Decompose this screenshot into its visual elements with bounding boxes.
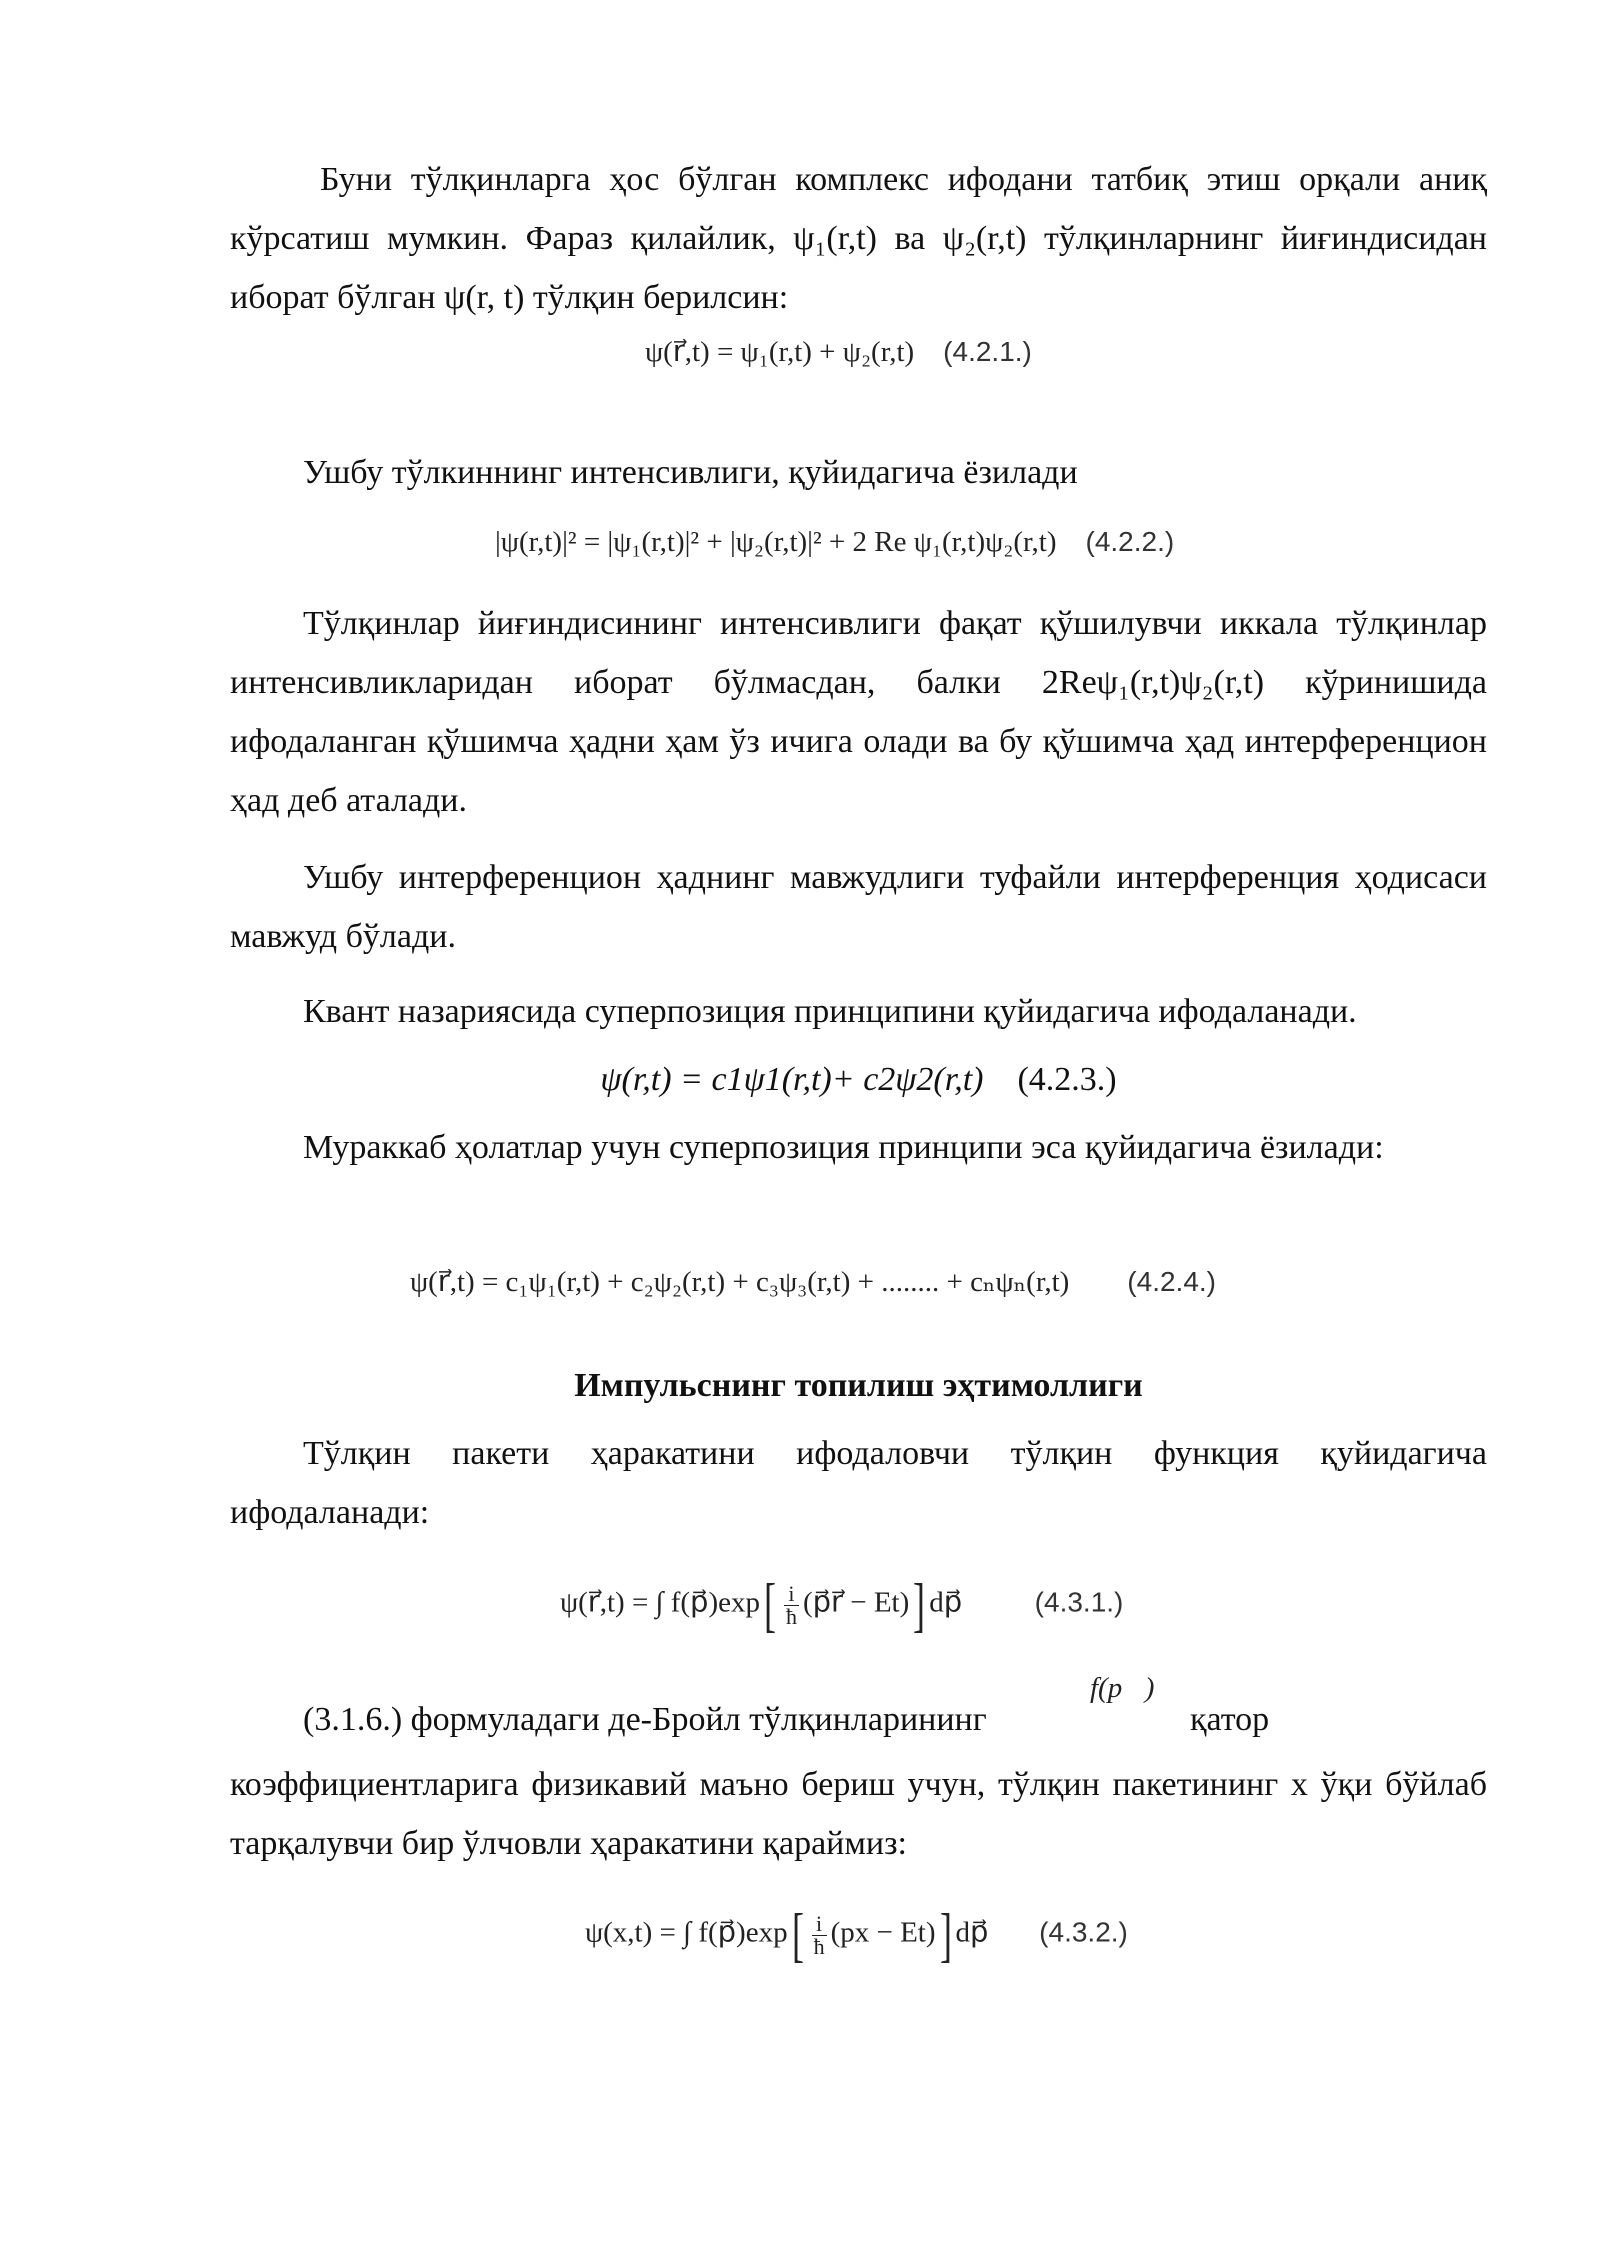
left-bracket-icon: [ [791, 1902, 804, 1968]
equation-4-2-2 [495, 522, 1174, 562]
paragraph-intensity: Ушбу тўлкиннинг интенсивлиги, қуйидагича ёзилади [303, 454, 1078, 491]
paragraph-superposition: Квант назариясида суперпозиция принципини қуйидагича ифодаланади. [303, 993, 1357, 1030]
inline-f-of-p [1090, 1668, 1154, 1708]
paragraph-interference-existence: Ушбу интерференцион ҳаднинг мавжудлиги туфайли интерференция ҳодисаси мавжуд бўлади. [230, 859, 1487, 955]
section-heading: Импульснинг топилиш эҳтимоллиги [574, 1367, 1143, 1404]
equation-4-2-1-body: ψ(r⃗,t) = ψ₁(r,t) + ψ₂(r,t) [645, 336, 915, 368]
equation-4-3-2 [585, 1902, 1128, 1968]
equation-4-2-2-number: (4.2.2.) [1085, 526, 1175, 557]
equation-4-3-2-rhs: dp⃗ [955, 1916, 989, 1949]
paragraph-de-broglie-word [1190, 1690, 1269, 1749]
fraction-denominator: ħ [785, 1603, 797, 1629]
equation-4-3-1-number: (4.3.1.) [1034, 1586, 1124, 1618]
paragraph-de-broglie-text: (3.1.6.) формуладаги де-Бройл тўлқинларининг [303, 1701, 987, 1738]
equation-4-2-4-number: (4.2.4.) [1127, 1266, 1216, 1297]
paragraph-de-broglie-qator: қатор [1190, 1701, 1270, 1738]
paragraph-intro: Буни тўлқинларга ҳос бўлган комплекс ифодани татбиқ этиш орқали аниқ кўрсатиш мумкин. Фараз қилайлик, ψ₁(r,t) ва ψ₂(r,t) тўлқинларнинг йиғиндисидан иборат бўлган ψ(r, t) тўлқин берилсин: [230, 161, 1487, 316]
inline-f-of-p-body: f(p⃗) [1090, 1672, 1155, 1704]
equation-4-2-2-body: |ψ(r,t)|² = |ψ₁(r,t)|² + |ψ₂(r,t)|² + 2 Re ψ₁(r,t)ψ₂(r,t) [495, 526, 1057, 558]
equation-4-3-2-lhs: ψ(x,t) = ∫ f(p⃗)exp [585, 1916, 788, 1949]
equation-4-2-1-number: (4.2.1.) [943, 336, 1032, 367]
paragraph-complex-states: Мураккаб ҳолатлар учун суперпозиция принципи эса қуйидагича ёзилади: [303, 1129, 1384, 1166]
equation-4-3-1-inner: (p⃗r⃗ − Et) [802, 1586, 910, 1619]
left-bracket-icon: [ [763, 1572, 776, 1638]
equation-4-2-4-body: ψ(r⃗,t) = c₁ψ₁(r,t) + c₂ψ₂(r,t) + c₃ψ₃(r,t) + ........ + cₙψₙ(r,t) [410, 1266, 1070, 1298]
equation-4-2-3-number: (4.2.3.) [1017, 1061, 1117, 1098]
equation-4-2-1 [645, 332, 1032, 372]
equation-4-2-3 [230, 1050, 1487, 1109]
fraction-numerator: i [812, 1913, 827, 1936]
paragraph-wave-packet: Тўлқин пакети ҳаракатини ифодаловчи тўлқин функция қуйидагича ифодаланади: [230, 1435, 1487, 1531]
paragraph-de-broglie-rest: коэффициентларига физикавий маъно бериш учун, тўлқин пакетининг x ўқи бўйлаб тарқалувчи бир ўлчовли ҳаракатини қараймиз: [230, 1766, 1487, 1862]
right-bracket-icon: ] [913, 1572, 926, 1638]
equation-4-3-2-inner: (px − Et) [830, 1916, 936, 1949]
fraction-numerator: i [784, 1583, 799, 1606]
equation-4-3-1 [560, 1572, 1124, 1638]
equation-4-2-3-body: ψ(r,t) = c1ψ1(r,t)+ c2ψ2(r,t) [600, 1061, 984, 1098]
paragraph-de-broglie-line1 [303, 1690, 987, 1749]
equation-4-3-1-lhs: ψ(r⃗,t) = ∫ f(p⃗)exp [560, 1586, 760, 1619]
right-bracket-icon: ] [939, 1902, 952, 1968]
equation-4-3-2-number: (4.3.2.) [1039, 1916, 1128, 1948]
fraction-i-over-hbar [784, 1580, 799, 1629]
fraction-i-over-hbar [812, 1910, 827, 1959]
fraction-denominator: ħ [813, 1933, 825, 1959]
equation-4-3-1-rhs: dp⃗ [929, 1586, 963, 1619]
paragraph-interference-term: Тўлқинлар йиғиндисининг интенсивлиги фақат қўшилувчи иккала тўлқинлар интенсивликларидан иборат бўлмасдан, балки 2Reψ₁(r,t)ψ₂(r,t) кўринишида ифодаланган қўшимча ҳадни ҳам ўз ичига олади ва бу қўшимча ҳад интерференцион ҳад деб аталади. [230, 605, 1487, 819]
equation-4-2-4 [410, 1262, 1216, 1302]
